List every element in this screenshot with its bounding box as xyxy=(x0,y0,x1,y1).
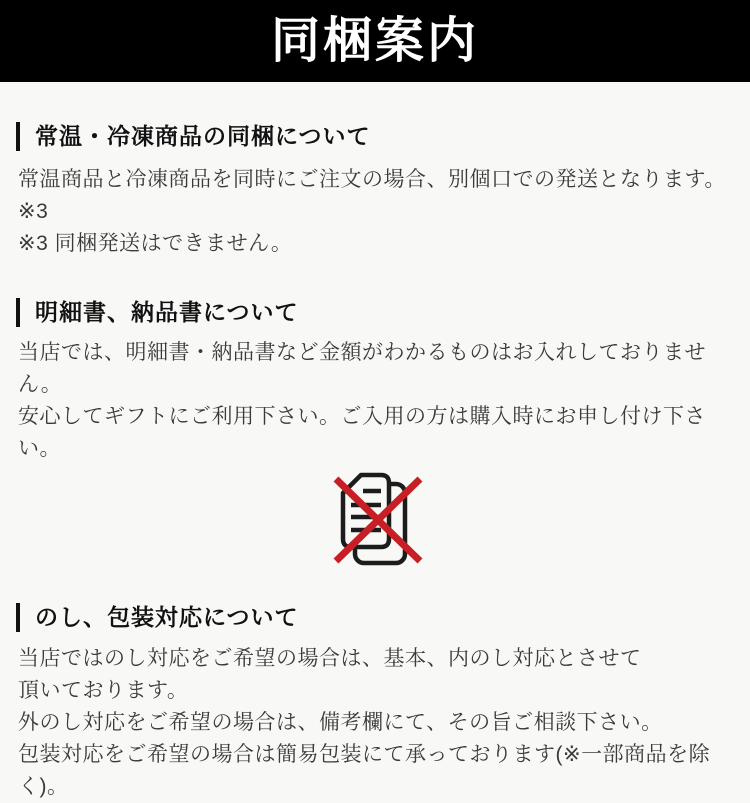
body-line: ※3 同梱発送はできません。 xyxy=(18,232,293,255)
section-heading-text: 常温・冷凍商品の同梱について xyxy=(35,123,371,149)
no-invoice-icon xyxy=(333,469,427,567)
section-heading-text: のし、包装対応について xyxy=(35,604,299,630)
section-temperature-bundling xyxy=(16,122,744,260)
heading-accent-bar xyxy=(16,603,20,632)
body-line: 安心してギフトにご利用下さい。ご入用の方は購入時にお申し付け下さい。 xyxy=(18,405,706,460)
section-heading xyxy=(16,122,744,151)
header-banner xyxy=(0,0,750,82)
section-body xyxy=(16,164,744,260)
section-body xyxy=(16,643,744,803)
body-line: 頂いております。 xyxy=(18,679,189,702)
page-title: 同梱案内 xyxy=(270,13,479,68)
body-line: 常温商品と冷凍商品を同時にご注文の場合、別個口での発送となります。※3 xyxy=(18,168,726,223)
content-area xyxy=(0,122,750,803)
section-invoice-policy xyxy=(16,298,744,465)
section-heading xyxy=(16,603,744,632)
body-line: 当店では、明細書・納品書など金額がわかるものはお入れしておりません。 xyxy=(18,341,706,396)
body-line: 当店ではのし対応をご希望の場合は、基本、内のし対応とさせて xyxy=(18,647,642,670)
section-heading-text: 明細書、納品書について xyxy=(35,299,299,325)
body-line: 外のし対応をご希望の場合は、備考欄にて、その旨ご相談下さい。 xyxy=(18,711,663,734)
no-invoice-icon-container xyxy=(16,469,744,567)
heading-accent-bar xyxy=(16,122,20,151)
heading-accent-bar xyxy=(16,298,20,327)
section-noshi-wrapping xyxy=(16,603,744,803)
section-body xyxy=(16,337,744,465)
body-line: 包装対応をご希望の場合は簡易包装にて承っております(※一部商品を除く)。 xyxy=(18,743,711,798)
section-heading xyxy=(16,298,744,327)
